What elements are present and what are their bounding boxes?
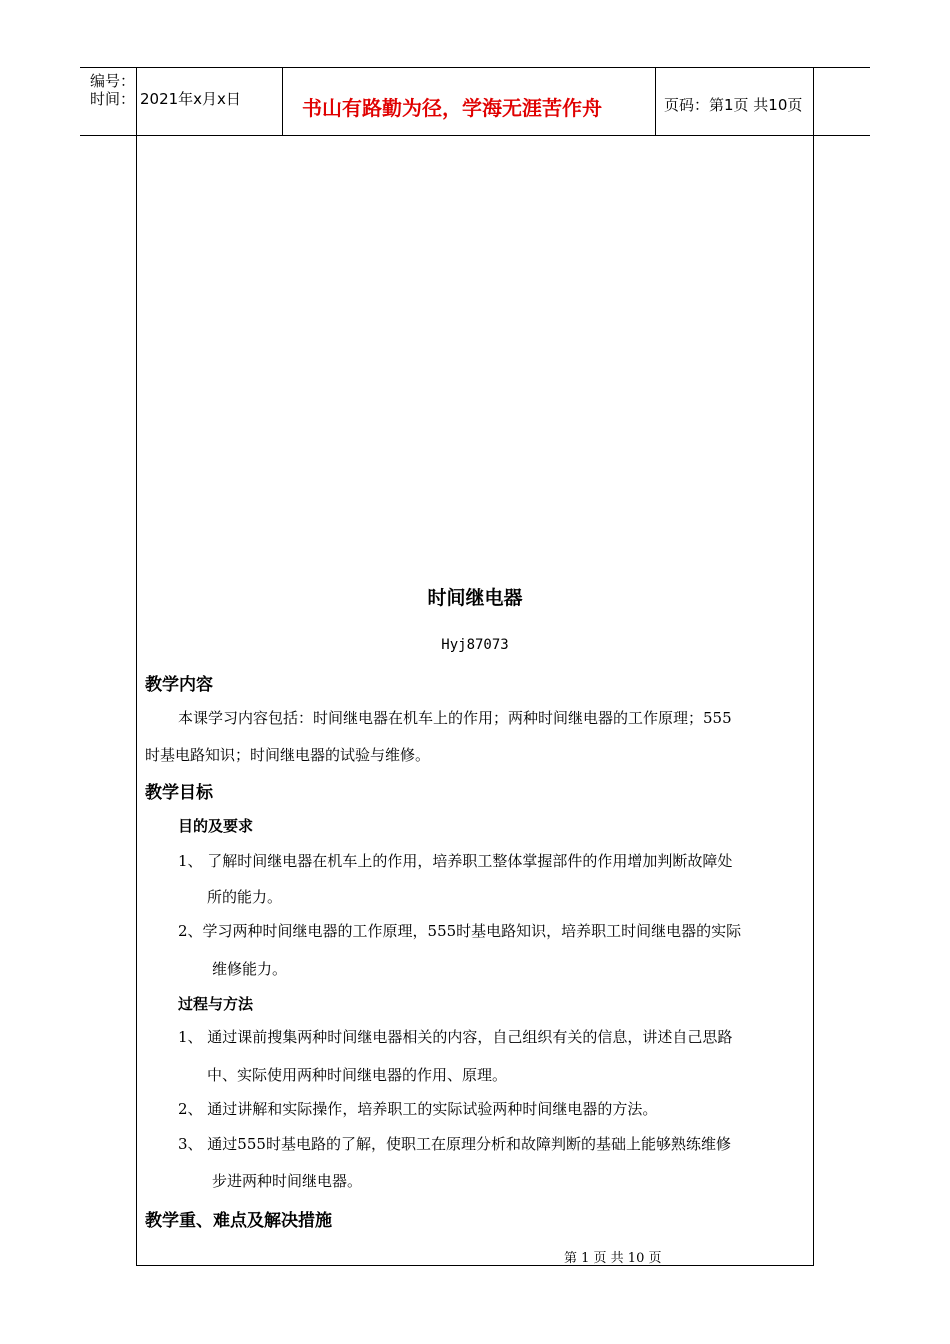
header-bottom-rule (80, 135, 870, 136)
purpose-item-1-line-2: 所的能力。 (207, 888, 283, 906)
process-item-3-line-2: 步进两种时间继电器。 (212, 1172, 363, 1190)
purpose-item-2-line-1: 2、学习两种时间继电器的工作原理，555时基电路知识，培养职工时间继电器的实际 (178, 922, 742, 940)
date-value: 2021年x月x日 (140, 90, 241, 108)
document-title: 时间继电器 (427, 587, 523, 609)
purpose-item-1-line-1: 1、 了解时间继电器在机车上的作用，培养职工整体掌握部件的作用增加判断故障处 (178, 852, 733, 870)
time-label: 时间： (90, 90, 136, 108)
page-code: 页码：第1页 共10页 (664, 96, 803, 114)
frame-right-border (813, 67, 814, 1266)
frame-left-border (136, 67, 137, 1266)
content-paragraph-line-1: 本课学习内容包括：时间继电器在机车上的作用；两种时间继电器的工作原理；555 (178, 709, 732, 727)
process-item-2: 2、 通过讲解和实际操作，培养职工的实际试验两种时间继电器的方法。 (178, 1100, 658, 1118)
process-item-1-line-2: 中、实际使用两种时间继电器的作用、原理。 (207, 1066, 508, 1084)
section-heading-content: 教学内容 (145, 675, 213, 695)
serial-label: 编号： (90, 72, 136, 90)
frame-bottom-border (136, 1265, 814, 1266)
subheading-process: 过程与方法 (178, 995, 254, 1013)
motto-banner: 书山有路勤为径，学海无涯苦作舟 (302, 96, 602, 120)
page-footer: 第 1 页 共 10 页 (564, 1251, 662, 1266)
purpose-item-2-line-2: 维修能力。 (212, 960, 288, 978)
header-top-rule (80, 67, 870, 68)
section-heading-key-points: 教学重、难点及解决措施 (145, 1211, 332, 1231)
process-item-3-line-1: 3、 通过555时基电路的了解，使职工在原理分析和故障判断的基础上能够熟练维修 (178, 1135, 731, 1153)
section-heading-objectives: 教学目标 (145, 783, 213, 803)
document-code: Hyj87073 (441, 637, 509, 653)
subheading-purpose: 目的及要求 (178, 817, 254, 835)
process-item-1-line-1: 1、 通过课前搜集两种时间继电器相关的内容，自己组织有关的信息，讲述自己思路 (178, 1028, 733, 1046)
header-divider-2 (655, 67, 656, 135)
header-divider-1 (282, 67, 283, 135)
content-paragraph-line-2: 时基电路知识；时间继电器的试验与维修。 (145, 746, 431, 764)
